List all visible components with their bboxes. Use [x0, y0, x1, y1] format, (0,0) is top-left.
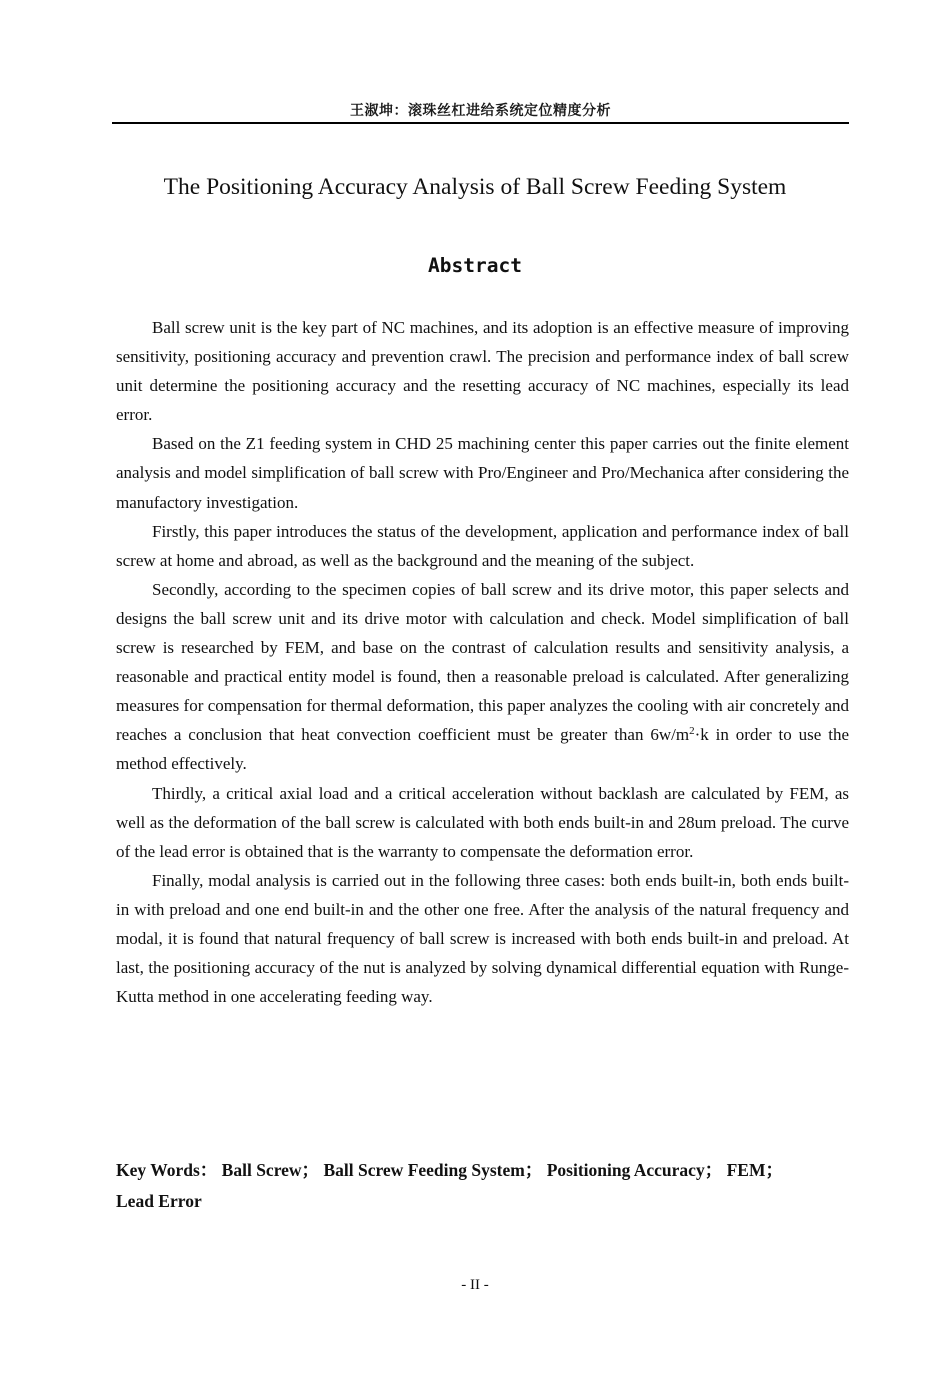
abstract-heading: Abstract [428, 254, 522, 277]
abstract-paragraph-4 [116, 575, 849, 779]
keywords-block [116, 1155, 849, 1217]
abstract-paragraph-5: Thirdly, a critical axial load and a critical acceleration without backlash are calculated by FEM, as well as the deformation of the ball screw is calculated with both ends built-in and 28um preload. The curve of the lead error is obtained that is the warranty to compensate the deformation error. [116, 783, 849, 861]
keyword-item: Positioning Accuracy； [546, 1160, 723, 1180]
running-header: 王淑坤：滚珠丝杠进给系统定位精度分析 [350, 103, 611, 119]
header-rule [112, 122, 849, 124]
keyword-item: Lead Error [116, 1191, 202, 1211]
paper-title: The Positioning Accuracy Analysis of Ball Screw Feeding System [163, 174, 787, 200]
abstract-paragraph-1: Ball screw unit is the key part of NC machines, and its adoption is an effective measure of improving sensitivity, positioning accuracy and prevention crawl. The precision and performance index of ball screw unit determine the positioning accuracy and the resetting accuracy of NC machines, especially its lead error. [116, 318, 849, 425]
abstract-body [116, 313, 849, 1011]
keyword-item: Ball Screw Feeding System； [323, 1160, 543, 1180]
keyword-item: Ball Screw； [221, 1160, 320, 1180]
paragraph-4-text-a: Secondly, according to the specimen copies of ball screw and its drive motor, this paper selects and designs the ball screw unit and its drive motor with calculation and check. Model simplification of ball screw is researched by FEM, and base on the contrast of calculation results and sensitivity analysis, a reasonable and practical entity model is found, then a reasonable preload is calculated. After generalizing measures for compensation for thermal deformation, this paper analyzes the cooling with air concretely and reaches a conclusion that heat convection coefficient must be greater than 6w/m [116, 579, 849, 745]
abstract-paragraph-6: Finally, modal analysis is carried out in the following three cases: both ends built-in, both ends built-in with preload and one end built-in and the other one free. After the analysis of the natural frequency and modal, it is found that natural frequency of ball screw is increased with both ends built-in and preload. At last, the positioning accuracy of the nut is analyzed by solving dynamical differential equation with Runge-Kutta method in one accelerating feeding way. [116, 870, 849, 1007]
page-number: - II - [461, 1277, 489, 1293]
superscript-exponent: 2 [689, 725, 695, 738]
keyword-item: FEM； [726, 1160, 783, 1180]
keywords-label: Key Words： [116, 1160, 218, 1180]
abstract-paragraph-3: Firstly, this paper introduces the status of the development, application and performance index of ball screw at home and abroad, as well as the background and the meaning of the subject. [116, 521, 849, 570]
abstract-paragraph-2: Based on the Z1 feeding system in CHD 25 machining center this paper carries out the finite element analysis and model simplification of ball screw with Pro/Engineer and Pro/Mechanica after considering the manufactory investigation. [116, 434, 849, 512]
paragraph-4-text-b: ·k in order to use the method effectively. [116, 725, 849, 774]
